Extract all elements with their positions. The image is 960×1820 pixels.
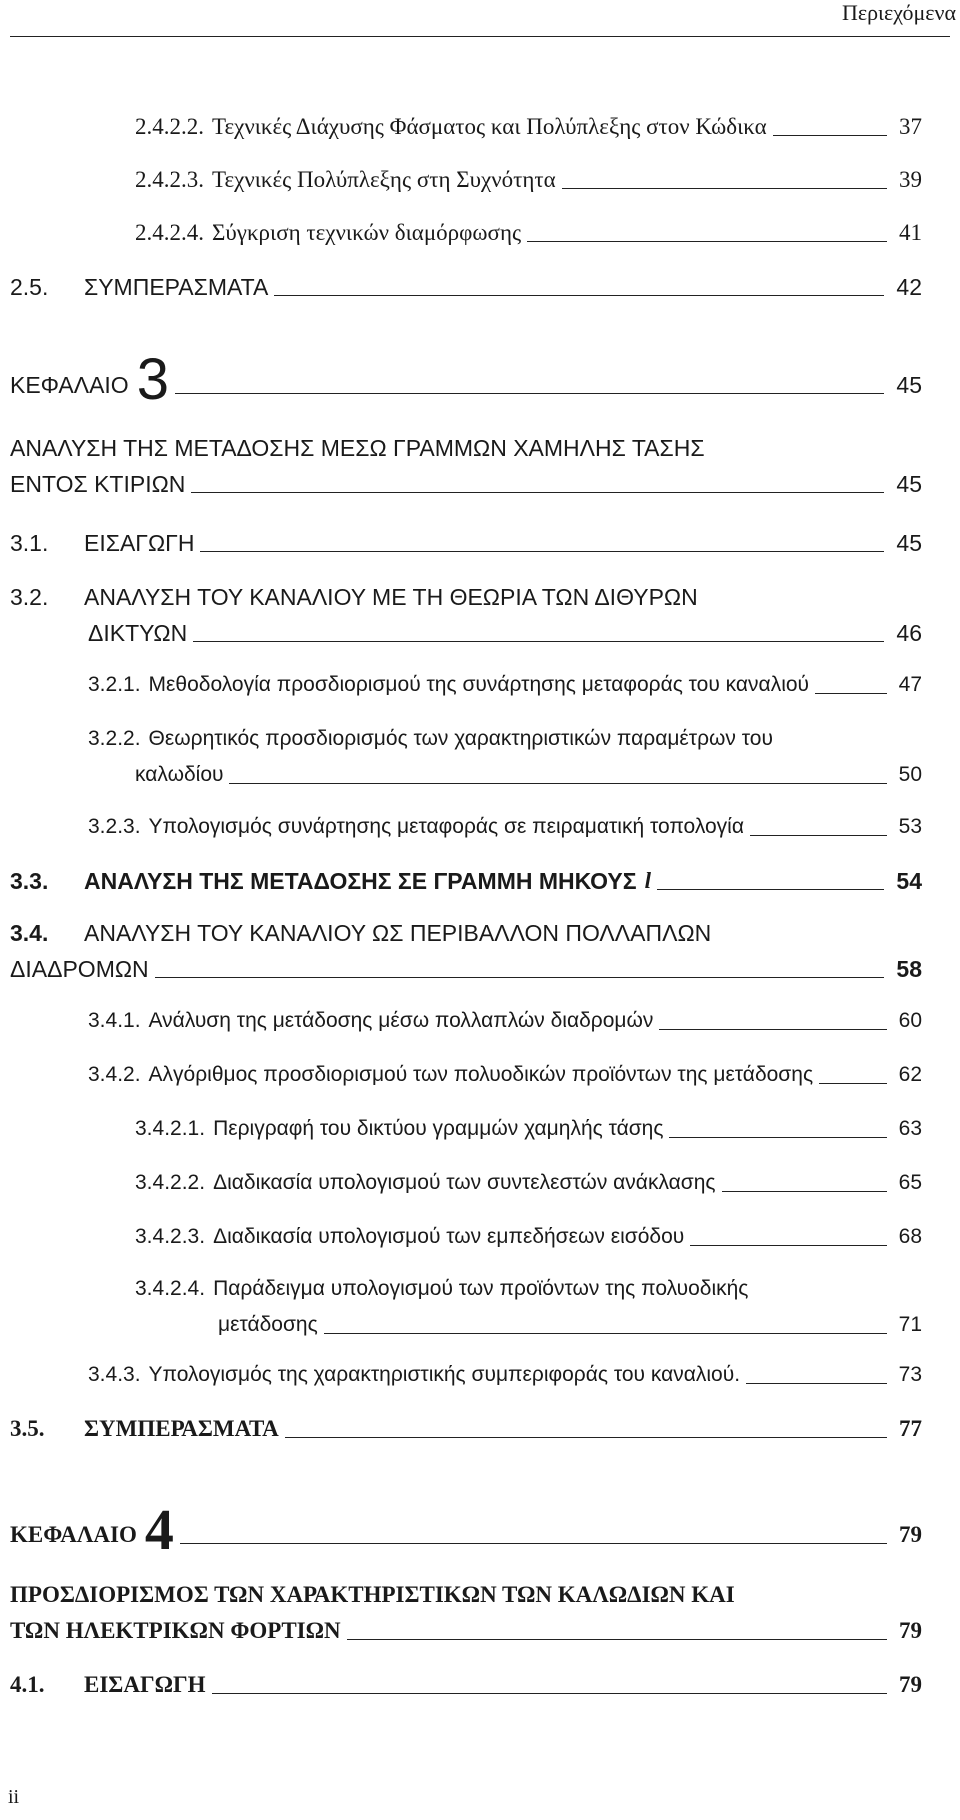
toc-entry-page: 73 — [898, 1363, 922, 1386]
dot-leader — [191, 492, 884, 493]
toc-entry-number: 3.4.2.2. — [135, 1171, 206, 1194]
toc-entry-page: 47 — [898, 673, 922, 696]
dot-leader — [285, 1437, 887, 1438]
toc-entry-title-cont: καλωδίου — [135, 763, 224, 786]
toc-entry-page: 79 — [899, 1522, 922, 1547]
toc-entry-number: 3.5. — [10, 1416, 45, 1441]
dot-leader — [690, 1245, 886, 1246]
toc-entry-number: 2.4.2.3. — [135, 167, 204, 192]
toc-entry-title: Θεωρητικός προσδιορισμός των χαρακτηριστικών παραμέτρων του — [148, 727, 773, 750]
dot-leader — [200, 551, 884, 552]
toc-entry-number: 3.2. — [10, 584, 49, 610]
toc-entry-page: 79 — [899, 1672, 922, 1697]
toc-entry-page: 65 — [898, 1171, 922, 1194]
toc-entry-number: 3.4.3. — [88, 1363, 141, 1386]
toc-entry-page: 60 — [898, 1009, 922, 1032]
toc-entry-title: Υπολογισμός συνάρτησης μεταφοράς σε πειραματική τοπολογία — [148, 815, 744, 838]
toc-entry-title: ΕΙΣΑΓΩΓΗ — [84, 1672, 206, 1697]
dot-leader — [746, 1383, 887, 1384]
toc-chapter-title[interactable] — [0, 1580, 960, 1650]
chapter-title-line2: ΤΩΝ ΗΛΕΚΤΡΙΚΩΝ ΦΟΡΤΙΩΝ — [10, 1618, 341, 1643]
toc-entry-number: 3.1. — [10, 530, 49, 556]
toc-entry-title: Διαδικασία υπολογισμού των εμπεδήσεων εισόδου — [213, 1225, 685, 1248]
toc-entry-title: Ανάλυση της μετάδοσης μέσω πολλαπλών διαδρομών — [148, 1009, 654, 1032]
toc-entry-number: 3.4.2.4. — [135, 1277, 206, 1300]
toc-entry[interactable] — [0, 1274, 960, 1344]
toc-entry-title: ΕΙΣΑΓΩΓΗ — [84, 530, 195, 556]
dot-leader — [562, 188, 887, 189]
dot-leader — [155, 977, 885, 978]
dot-leader — [212, 1693, 887, 1694]
toc-entry-title: ΑΝΑΛΥΣΗ ΤΟΥ ΚΑΝΑΛΙΟΥ ΩΣ ΠΕΡΙΒΑΛΛΟΝ ΠΟΛΛΑΠΛΩΝ — [84, 920, 712, 946]
toc-entry-page: 42 — [896, 274, 922, 300]
toc-entry-page: 62 — [898, 1063, 922, 1086]
dot-leader — [773, 135, 887, 136]
toc-entry-page: 46 — [896, 620, 922, 646]
dot-leader — [180, 1543, 887, 1544]
dot-leader — [669, 1137, 886, 1138]
chapter-number: 4 — [144, 1497, 174, 1562]
toc-entry[interactable] — [0, 724, 960, 794]
toc-entry-page: 45 — [896, 471, 922, 497]
toc-entry-page: 45 — [896, 372, 922, 398]
chapter-title-line2: ΕΝΤΟΣ ΚΤΙΡΙΩΝ — [10, 471, 186, 497]
toc-entry-page: 45 — [896, 530, 922, 556]
toc-entry-number: 2.5. — [10, 274, 49, 300]
dot-leader — [347, 1639, 887, 1640]
chapter-title-line1: ΑΝΑΛΥΣΗ ΤΗΣ ΜΕΤΑΔΟΣΗΣ ΜΕΣΩ ΓΡΑΜΜΩΝ ΧΑΜΗΛΗΣ ΤΑΣΗΣ — [10, 435, 705, 461]
dot-leader — [229, 783, 886, 784]
toc-entry-title: Περιγραφή του δικτύου γραμμών χαμηλής τάσης — [213, 1117, 664, 1140]
dot-leader — [750, 835, 887, 836]
toc-entry-page: 54 — [896, 868, 922, 894]
dot-leader — [193, 641, 884, 642]
chapter-title-line1: ΠΡΟΣΔΙΟΡΙΣΜΟΣ ΤΩΝ ΧΑΡΑΚΤΗΡΙΣΤΙΚΩΝ ΤΩΝ ΚΑΛΩΔΙΩΝ ΚΑΙ — [10, 1582, 735, 1607]
toc-chapter-title[interactable] — [0, 433, 960, 503]
dot-leader — [175, 393, 884, 394]
toc-entry-page: 79 — [899, 1618, 922, 1643]
toc-entry-page: 58 — [896, 956, 922, 982]
toc-entry-number: 4.1. — [10, 1672, 45, 1697]
page-header: Περιεχόμενα — [841, 0, 956, 25]
toc-entry-number: 3.4. — [10, 920, 49, 946]
dot-leader — [815, 693, 887, 694]
dot-leader — [657, 889, 884, 890]
toc-entry-title: Αλγόριθμος προσδιορισμού των πολυοδικών προϊόντων της μετάδοσης — [148, 1063, 814, 1086]
dot-leader — [659, 1029, 886, 1030]
toc-entry-number: 3.4.2.3. — [135, 1225, 206, 1248]
dot-leader — [819, 1083, 887, 1084]
toc-entry-title: Διαδικασία υπολογισμού των συντελεστών ανάκλασης — [213, 1171, 716, 1194]
toc-entry-number: 3.4.2. — [88, 1063, 141, 1086]
toc-entry-title-cont: ΔΙΑΔΡΟΜΩΝ — [10, 956, 149, 982]
dot-leader — [527, 241, 887, 242]
dot-leader — [324, 1333, 887, 1334]
toc-entry-title-cont: μετάδοσης — [218, 1313, 318, 1336]
toc-entry-title: ΣΥΜΠΕΡΑΣΜΑΤΑ — [84, 274, 269, 300]
toc-entry-title: Υπολογισμός της χαρακτηριστικής συμπεριφοράς του καναλιού. — [148, 1363, 741, 1386]
toc-entry-number: 3.3. — [10, 868, 49, 894]
header-rule — [10, 36, 950, 37]
chapter-label: ΚΕΦΑΛΑΙΟ — [10, 1522, 137, 1547]
toc-entry-page: 71 — [898, 1313, 922, 1336]
toc-entry[interactable] — [0, 582, 960, 652]
toc-entry-number: 3.2.3. — [88, 815, 141, 838]
toc-entry-title: Μεθοδολογία προσδιορισμού της συνάρτησης μεταφοράς του καναλιού — [148, 673, 810, 696]
toc-entry-number: 3.4.1. — [88, 1009, 141, 1032]
toc-entry-number: 3.4.2.1. — [135, 1117, 206, 1140]
toc-entry-title: Σύγκριση τεχνικών διαμόρφωσης — [212, 220, 522, 245]
variable-l: l — [644, 868, 651, 893]
toc-entry-title: Παράδειγμα υπολογισμού των προϊόντων της πολυοδικής — [213, 1277, 749, 1300]
toc-chapter[interactable] — [0, 347, 960, 412]
toc-entry-number: 2.4.2.4. — [135, 220, 204, 245]
dot-leader — [274, 295, 884, 296]
toc-entry-title: ΑΝΑΛΥΣΗ ΤΗΣ ΜΕΤΑΔΟΣΗΣ ΣΕ ΓΡΑΜΜΗ ΜΗΚΟΥΣ — [84, 868, 637, 894]
toc-entry-page: 50 — [898, 763, 922, 786]
toc-chapter[interactable] — [0, 1497, 960, 1562]
toc-entry-title-cont: ΔΙΚΤΥΩΝ — [88, 620, 188, 646]
toc-entry-number: 3.2.1. — [88, 673, 141, 696]
toc-entry[interactable] — [0, 918, 960, 988]
toc-entry-page: 37 — [899, 114, 922, 139]
toc-entry-title: Τεχνικές Διάχυσης Φάσματος και Πολύπλεξης στον Κώδικα — [212, 114, 767, 139]
toc-entry-title: ΣΥΜΠΕΡΑΣΜΑΤΑ — [84, 1416, 279, 1441]
toc-entry-title: ΑΝΑΛΥΣΗ ΤΟΥ ΚΑΝΑΛΙΟΥ ΜΕ ΤΗ ΘΕΩΡΙΑ ΤΩΝ ΔΙΘΥΡΩΝ — [84, 584, 698, 610]
toc-entry-page: 68 — [898, 1225, 922, 1248]
dot-leader — [722, 1191, 887, 1192]
toc-entry-page: 77 — [899, 1416, 922, 1441]
toc-entry-number: 3.2.2. — [88, 727, 141, 750]
toc-entry-title: Τεχνικές Πολύπλεξης στη Συχνότητα — [212, 167, 556, 192]
toc-entry-page: 39 — [899, 167, 922, 192]
toc-entry-page: 53 — [898, 815, 922, 838]
footer-page-number: ii — [8, 1786, 20, 1808]
chapter-number: 3 — [136, 347, 169, 412]
toc-entry-number: 2.4.2.2. — [135, 114, 204, 139]
chapter-label: ΚΕΦΑΛΑΙΟ — [10, 372, 129, 398]
toc-entry-page: 41 — [899, 220, 922, 245]
toc-entry-page: 63 — [898, 1117, 922, 1140]
